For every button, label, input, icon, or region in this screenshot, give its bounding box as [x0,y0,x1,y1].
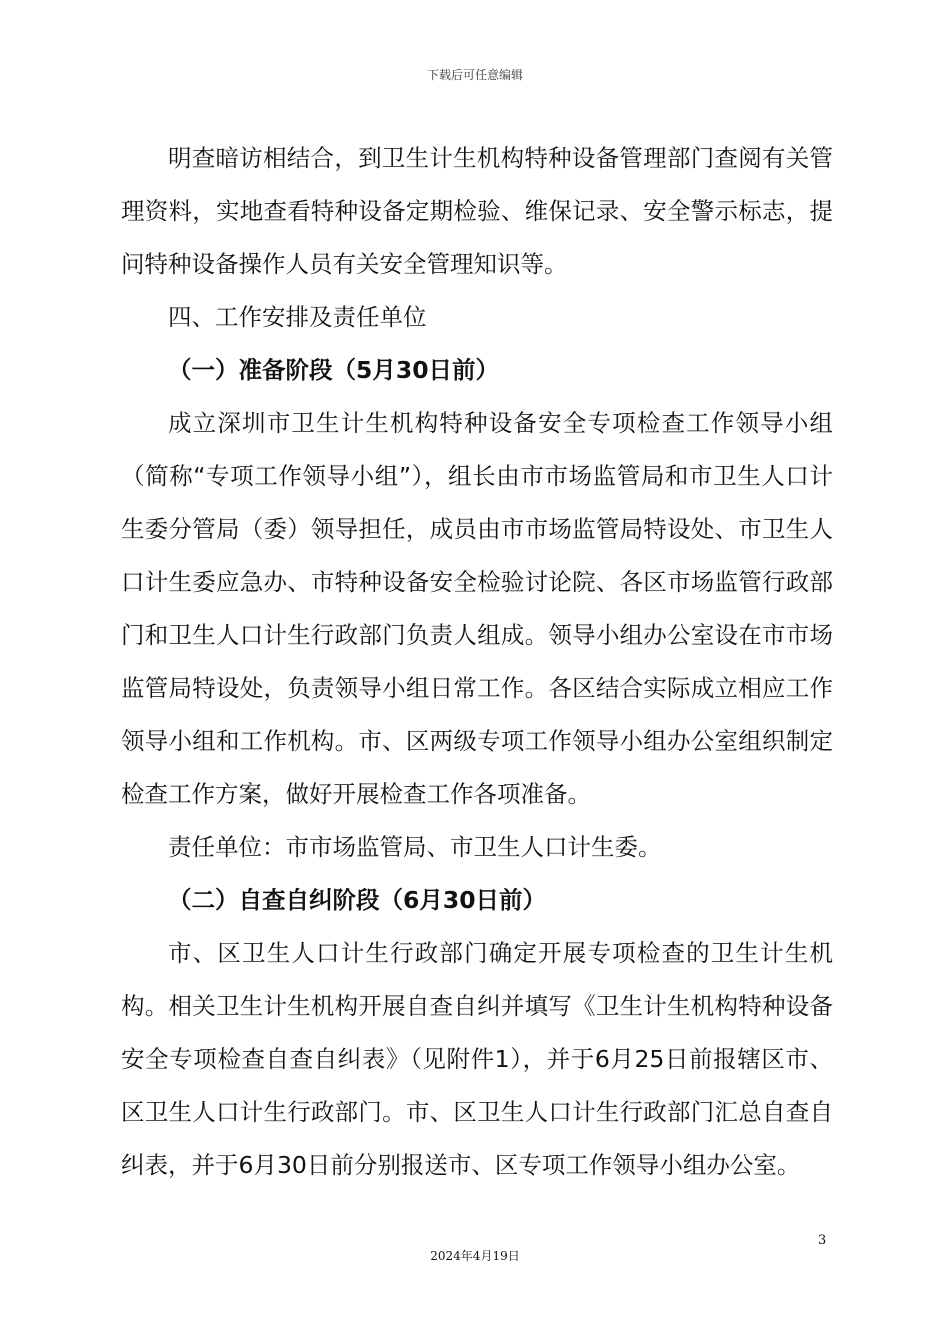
section-heading: 四、工作安排及责任单位 [168,303,427,331]
paragraph: 市、区卫生人口计生行政部门确定开展专项检查的卫生计生机构。相关卫生计生机构开展自查自纠并填写《卫生计生机构特种设备安全专项检查自查自纠表》（见附件1），并于6月25日前报辖区市、区卫生人口计生行政部门。市、区卫生人口计生行政部门汇总自查自纠表，并于6月30日前分别报送市、区专项工作领导小组办公室。 [121,939,833,1179]
page-number: 3 [818,1233,827,1248]
paragraph: 责任单位：市市场监管局、市卫生人口计生委。 [168,833,662,861]
header-note: 下载后可任意编辑 [426,68,523,82]
subsection-heading: （二）自查自纠阶段（6月30日前） [168,886,547,914]
footer-date: 2024年4月19日 [430,1249,520,1263]
subsection-heading: （一）准备阶段（5月30日前） [168,356,500,384]
paragraph: 明查暗访相结合，到卫生计生机构特种设备管理部门查阅有关管理资料，实地查看特种设备定期检验、维保记录、安全警示标志，提问特种设备操作人员有关安全管理知识等。 [121,144,833,278]
paragraph: 成立深圳市卫生计生机构特种设备安全专项检查工作领导小组（简称“专项工作领导小组”），组长由市市场监管局和市卫生人口计生委分管局（委）领导担任，成员由市市场监管局特设处、市卫生人口计生委应急办、市特种设备安全检验讨论院、各区市场监管行政部门和卫生人口计生行政部门负责人组成。领导小组办公室设在市市场监管局特设处，负责领导小组日常工作。各区结合实际成立相应工作领导小组和工作机构。市、区两级专项工作领导小组办公室组织制定检查工作方案，做好开展检查工作各项准备。 [121,409,833,808]
document-body [121,132,833,1192]
